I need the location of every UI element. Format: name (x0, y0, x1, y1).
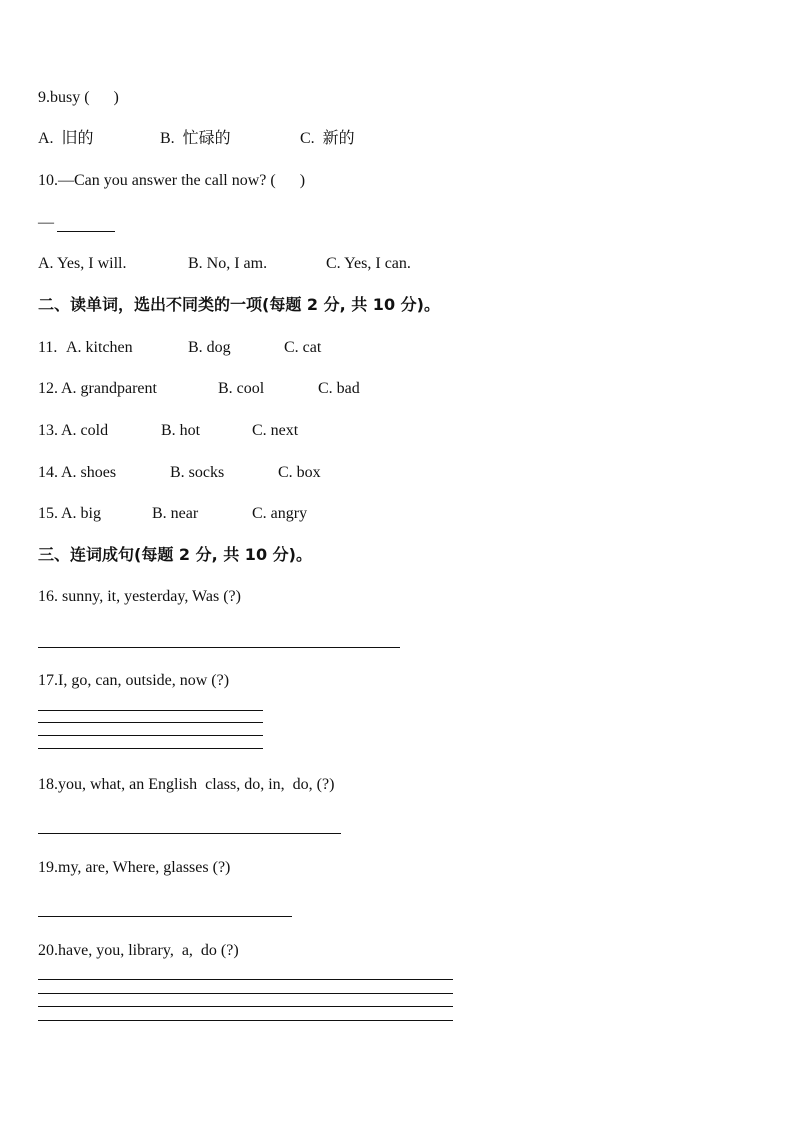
q14-option-c: C. box (278, 464, 321, 481)
q20-prompt: 20.have, you, library, a, do (?) (38, 942, 239, 959)
q13-option-c: C. next (252, 422, 299, 439)
q10-option-a: A. Yes, I will. (38, 255, 127, 272)
q12-number: 12. (38, 380, 58, 397)
q15-option-a: A. big (61, 505, 101, 522)
q11-option-a: A. kitchen (66, 339, 133, 356)
q9-option-c: C. 新的 (300, 130, 355, 147)
q19-answer-line (38, 916, 292, 917)
q10-option-b: B. No, I am. (188, 255, 268, 272)
q16-prompt: 16. sunny, it, yesterday, Was (?) (38, 588, 241, 605)
q20-answer-line-3 (38, 1006, 453, 1007)
q10-option-c: C. Yes, I can. (326, 255, 411, 272)
q11-number: 11. (38, 339, 62, 356)
question-9-stem: 9.busy ( ) (38, 89, 119, 106)
q15-number: 15. (38, 505, 58, 522)
q13-option-b: B. hot (161, 422, 201, 439)
q9-option-a: A. 旧的 (38, 130, 94, 147)
q12-option-b: B. cool (218, 380, 265, 397)
question-10-stem: 10.—Can you answer the call now? ( ) (38, 172, 306, 189)
q20-answer-line-2 (38, 993, 453, 994)
q19-prompt: 19.my, are, Where, glasses (?) (38, 859, 231, 876)
q11-option-b: B. dog (188, 339, 231, 356)
q10-answer-blank (57, 231, 115, 232)
q10-answer-dash: — (38, 214, 54, 231)
q17-answer-line-3 (38, 735, 263, 736)
q15-option-c: C. angry (252, 505, 308, 522)
q14-number: 14. (38, 464, 58, 481)
q18-answer-line (38, 833, 341, 834)
q17-answer-line-4 (38, 748, 263, 749)
q14-option-b: B. socks (170, 464, 225, 481)
section-3-heading: 三、连词成句(每题 2 分, 共 10 分)。 (38, 545, 312, 564)
q17-answer-line-1 (38, 710, 263, 711)
q17-prompt: 17.I, go, can, outside, now (?) (38, 672, 230, 689)
q11-option-c: C. cat (284, 339, 322, 356)
q12-option-a: A. grandparent (61, 380, 157, 397)
q15-option-b: B. near (152, 505, 199, 522)
q9-option-b: B. 忙碌的 (160, 130, 231, 147)
q16-answer-line (38, 647, 400, 648)
q20-answer-line-4 (38, 1020, 453, 1021)
section-2-heading: 二、读单词，选出不同类的一项(每题 2 分, 共 10 分)。 (38, 295, 440, 314)
q17-answer-line-2 (38, 722, 263, 723)
q12-option-c: C. bad (318, 380, 360, 397)
q13-option-a: A. cold (61, 422, 109, 439)
q13-number: 13. (38, 422, 58, 439)
q14-option-a: A. shoes (61, 464, 117, 481)
q18-prompt: 18.you, what, an English class, do, in, do, (?) (38, 776, 335, 793)
q20-answer-line-1 (38, 979, 453, 980)
